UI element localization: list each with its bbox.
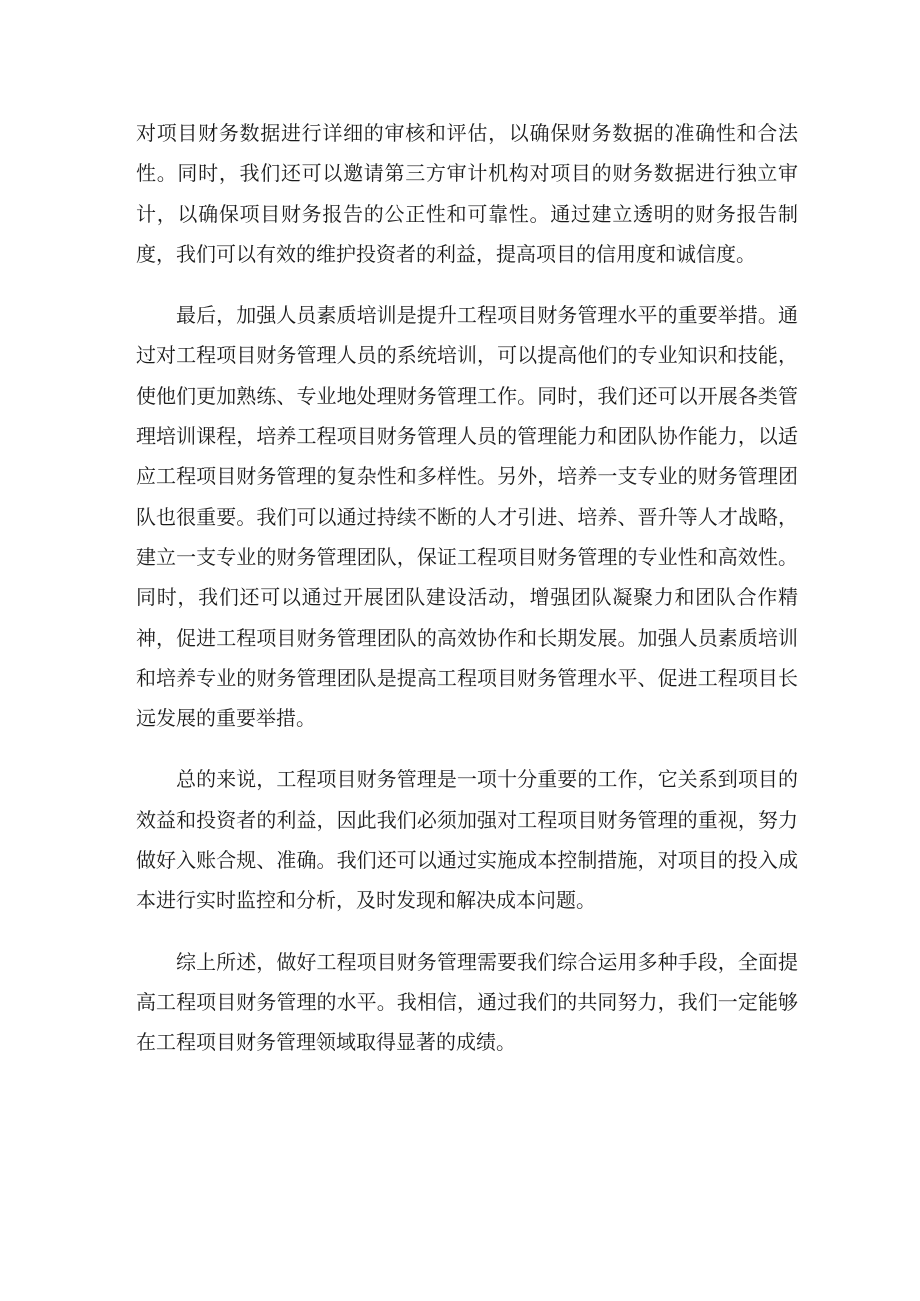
paragraph-conclusion: 综上所述，做好工程项目财务管理需要我们综合运用多种手段，全面提高工程项目财务管理的水平。我相信，通过我们的共同努力，我们一定能够在工程项目财务管理领域取得显著的成绩。 xyxy=(136,949,798,1055)
paragraph-staff-training: 最后，加强人员素质培训是提升工程项目财务管理水平的重要举措。通过对工程项目财务管理人员的系统培训，可以提高他们的专业知识和技能，使他们更加熟练、专业地处理财务管理工作。同时，我们还可以开展各类管理培训课程，培养工程项目财务管理人员的管理能力和团队协作能力，以适应工程项目财务管理的复杂性和多样性。另外，培养一支专业的财务管理团队也很重要。我们可以通过持续不断的人才引进、培养、晋升等人才战略，建立一支专业的财务管理团队，保证工程项目财务管理的专业性和高效性。同时，我们还可以通过开展团队建设活动，增强团队凝聚力和团队合作精神，促进工程项目财务管理团队的高效协作和长期发展。加强人员素质培训和培养专业的财务管理团队是提高工程项目财务管理水平、促进工程项目长远发展的重要举措。 xyxy=(136,303,798,731)
document-body xyxy=(136,113,798,1063)
paragraph-continuation: 对项目财务数据进行详细的审核和评估，以确保财务数据的准确性和合法性。同时，我们还可以邀请第三方审计机构对项目的财务数据进行独立审计，以确保项目财务报告的公正性和可靠性。通过建立透明的财务报告制度，我们可以有效的维护投资者的利益，提高项目的信用度和诚信度。 xyxy=(136,121,798,266)
paragraph-summary: 总的来说，工程项目财务管理是一项十分重要的工作，它关系到项目的效益和投资者的利益，因此我们必须加强对工程项目财务管理的重视，努力做好入账合规、准确。我们还可以通过实施成本控制措施，对项目的投入成本进行实时监控和分析，及时发现和解决成本问题。 xyxy=(136,767,798,913)
